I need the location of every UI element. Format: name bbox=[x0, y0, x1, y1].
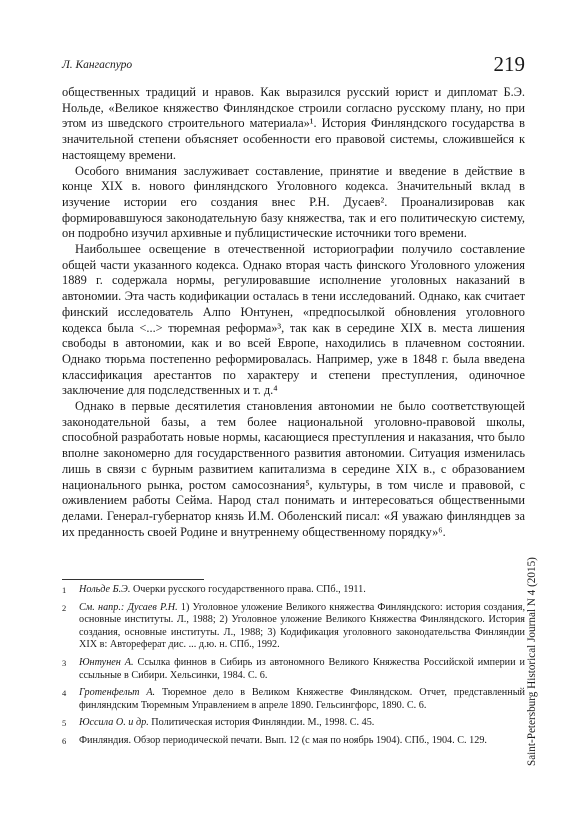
footnote-number: 1 bbox=[62, 585, 67, 595]
footnote-number: 6 bbox=[62, 735, 67, 746]
footnote-author: См. напр.: Дусаев Р.Н. bbox=[79, 601, 178, 613]
body-text bbox=[62, 85, 525, 540]
paragraph: Особого внимания заслуживает составление, принятие и введение в действие в конце XIX в. нового финляндского Уголовного кодекса. Значительный вклад в изучение истории его создания внес Р.Н. Дусаев². Проанализировав как формировавшуюся законодательную базу княжества, так и его политическую систему, он подробно изучил архивные и публицистические источники того времени. bbox=[62, 163, 525, 241]
footnote-text: Политическая история Финляндии. М., 1998. С. 45. bbox=[148, 717, 375, 729]
footnote-text: 1) Уголовное уложение Великого княжества Финляндского: история создания, основные институты. Л., 1988; 2) Уголовное уложение Великого Княжества Финляндского. История создания, основные институты. Л., 1988; 3) Кодификация уголовного законодательства Финляндии XIX в: Автореферат дис. ... д.ю. н. СПб., 1992. bbox=[79, 601, 525, 651]
footnote-number: 3 bbox=[62, 657, 67, 668]
footnote-author: Юнтунен А. bbox=[79, 656, 134, 668]
paragraph: Однако в первые десятилетия становления автономии не было соответствующей законодательной базы, а тем более национальной уголовно-правовой школы, способной разработать новые нормы, касающиеся преступления и наказания, что было вполне закономерно для государственного развития автономии. Ситуация изменилась лишь в связи с бурным развитием капитализма в середине XIX в., с образованием национального рынка, ростом самосознания⁵, культуры, в том числе и правовой, с оживлением работы Сейма. Народ стал понимать и интересоваться общественными делами. Генерал-губернатор князь И.М. Оболенский писал: «Я уважаю финляндцев за их преданность своей Родине и внутреннему общественному порядку»⁶. bbox=[62, 399, 525, 539]
footnote bbox=[62, 602, 525, 652]
footnote-text: Ссылка финнов в Сибирь из автономного Великого Княжества Российской империи и ссыльные в Сибири. Хельсинки, 1984. С. 6. bbox=[79, 656, 525, 681]
footnote-author: Нольде Б.Э. bbox=[79, 584, 131, 595]
footnote-number: 5 bbox=[62, 718, 67, 729]
footnote-author: Гротенфельт А. bbox=[79, 687, 156, 699]
paragraph: Наибольшее освещение в отечественной историографии получило составление общей части указанного кодекса. Однако вторая часть финского Уголовного уложения 1889 г. содержала нормы, регулировавшие исполнение уголовных наказаний в автономии. Эта часть кодификации осталась в тени исследований. Однако, как считает финский исследователь Алпо Юнтунен, «предпосылкой обновления уголовного кодекса была <...> тюремная реформа»³, так как в середине XIX в. места лишения свободы в автономии, как и во всей Европе, находились в плачевном состоянии. Однако тюрьма постепенно реформировалась. Например, уже в 1848 г. была введена классификация арестантов по характеру и степени преступления, одиночное заключение для подследственных и т. д.⁴ bbox=[62, 242, 525, 398]
footnote-separator bbox=[62, 579, 204, 580]
footnote bbox=[62, 687, 525, 712]
footnote bbox=[62, 735, 525, 748]
footnote bbox=[62, 584, 525, 597]
footnote-number: 2 bbox=[62, 602, 67, 613]
running-head-author: Л. Кангаспуро bbox=[62, 59, 133, 71]
page-number: 219 bbox=[493, 52, 525, 76]
footnote-text: Тюремное дело в Великом Княжестве Финляндском. Отчет, представленный финляндским Тюремным Управлением в апреле 1890. Гельсингфорс, 1890. С. 6. bbox=[79, 687, 526, 711]
footnote-text: Очерки русского государственного права. СПб., 1911. bbox=[130, 584, 366, 595]
footnote-text: Финляндия. Обзор периодической печати. Вып. 12 (с мая по ноябрь 1904). СПб., 1904. С. 129. bbox=[79, 734, 487, 746]
footnote-author: Юссила О. и др. bbox=[79, 717, 149, 729]
journal-side-caption: Saint-Petersburg Historical Journal N 4 (2015) bbox=[526, 557, 538, 766]
footnote-number: 4 bbox=[62, 688, 67, 699]
footnotes bbox=[62, 584, 525, 753]
footnote bbox=[62, 657, 525, 682]
paragraph: общественных традиций и нравов. Как выразился русский юрист и дипломат Б.Э. Нольде, «Великое княжество Финляндское строили согласно русскому плану, но при этом из шведского строительного материала»¹. История Финляндского государства в значительной степени объясняет особенности его правовой системы, сложившейся к настоящему времени. bbox=[62, 85, 525, 162]
footnote bbox=[62, 717, 525, 730]
